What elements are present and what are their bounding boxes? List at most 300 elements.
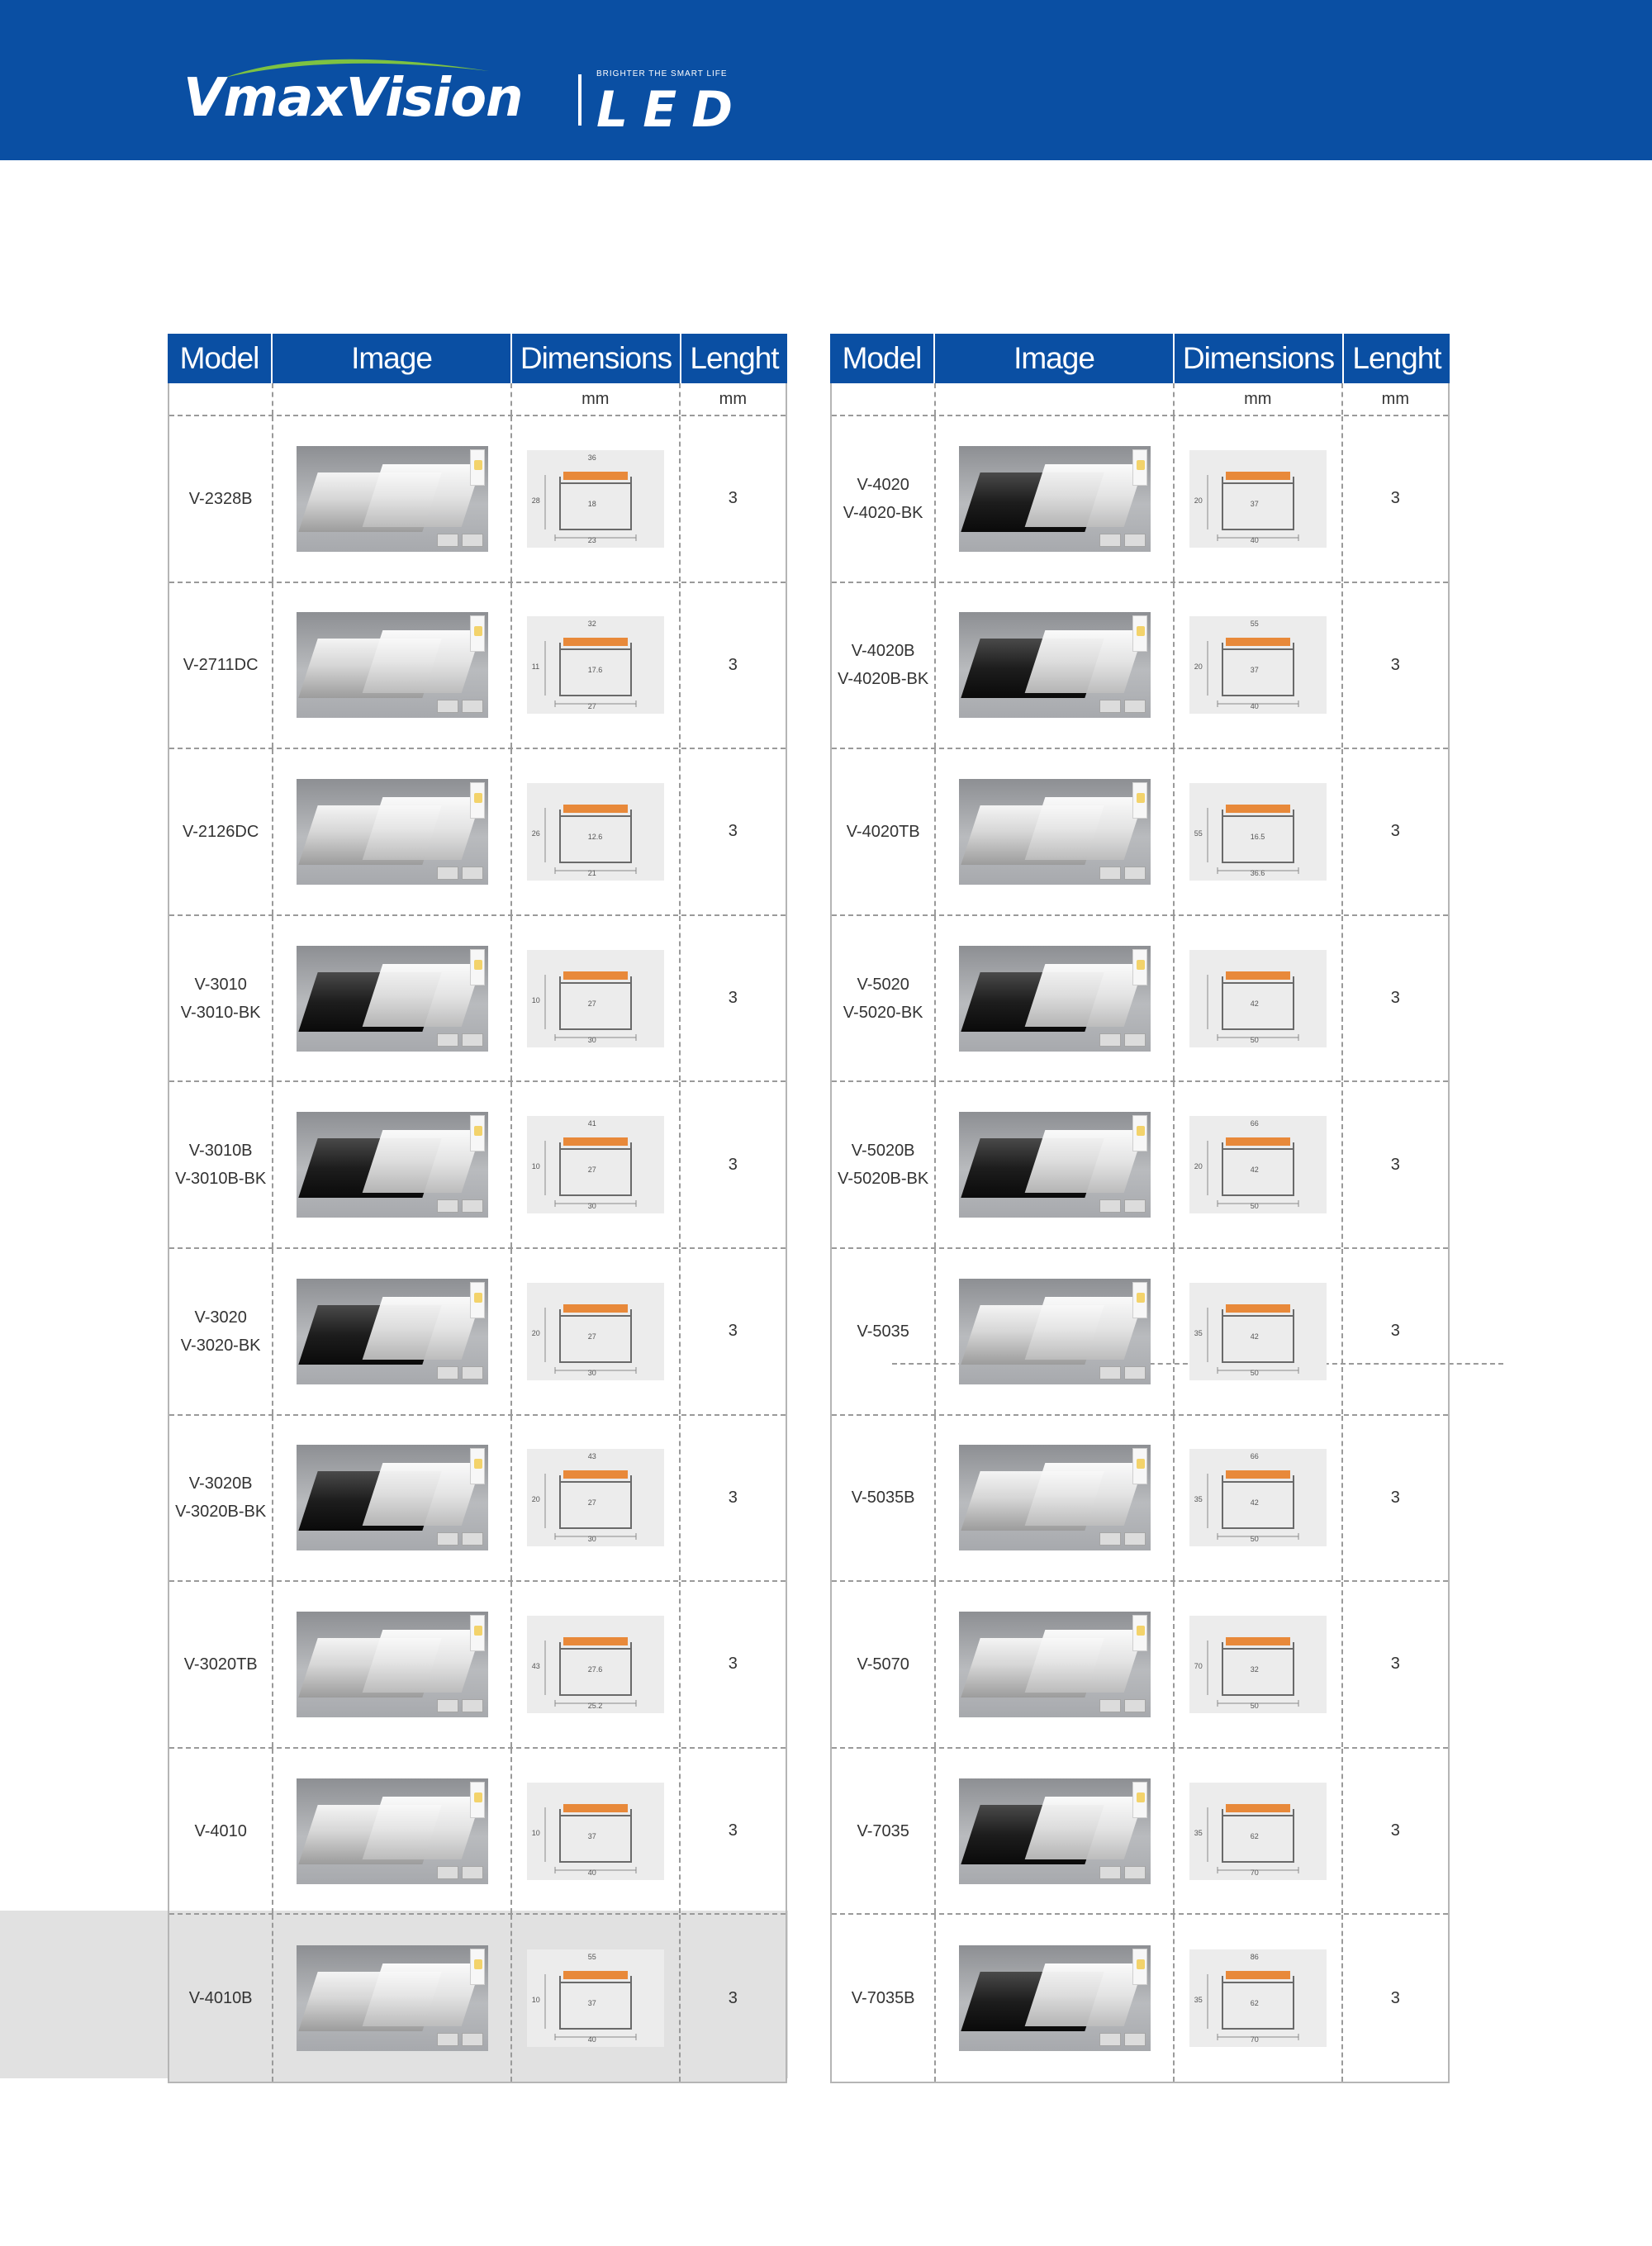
image-cell (936, 1915, 1174, 2082)
accessory-icon (1099, 1532, 1121, 1546)
profile-diffuser (362, 464, 482, 527)
dimension-value: 86 (1250, 1953, 1259, 1962)
dimensions-cell (1175, 1582, 1343, 1747)
catalog-table-right (830, 334, 1450, 2083)
accessory-icon (1124, 1699, 1146, 1712)
dimension-drawing[interactable] (527, 1283, 664, 1380)
length-value: 3 (728, 1821, 738, 1840)
profile-outline-drawing (1189, 1116, 1327, 1213)
length-cell (681, 749, 786, 914)
dimensions-cell (1175, 1082, 1343, 1247)
dimension-value: 36.6 (1250, 868, 1265, 877)
model-cell (832, 1082, 936, 1247)
table-row[interactable] (832, 916, 1448, 1083)
product-photo[interactable] (297, 612, 488, 718)
dimension-lines (545, 475, 636, 541)
dimension-lines (1208, 975, 1298, 1041)
product-photo[interactable] (959, 1612, 1151, 1717)
dimension-value: 28 (531, 496, 540, 505)
dimension-lines (545, 641, 636, 707)
model-cell (169, 1416, 273, 1581)
model-name: V-5020 V-5020-BK (843, 975, 923, 1022)
product-photo[interactable] (959, 612, 1151, 718)
model-cell (832, 1749, 936, 1914)
dimension-value: 27 (587, 1332, 596, 1341)
dimension-value: 42 (1250, 1332, 1259, 1341)
diffuser-mark (1226, 1137, 1290, 1146)
accessory-icon (462, 2033, 483, 2046)
diffuser-mark (1226, 1637, 1290, 1645)
dimension-value: 42 (1250, 999, 1259, 1008)
led-strip-icon (1132, 782, 1147, 819)
table-row[interactable] (832, 1582, 1448, 1749)
profile-outline-drawing (527, 1449, 664, 1546)
dimension-value: 27.6 (587, 1664, 603, 1674)
profile-diffuser (362, 1797, 482, 1859)
length-value: 3 (1390, 1155, 1400, 1174)
profile-outline-drawing (527, 616, 664, 714)
accessory-icon (437, 534, 458, 547)
header-length: Lenght (1352, 341, 1441, 375)
unit-model-empty (169, 383, 273, 415)
diffuser-mark (1226, 1470, 1290, 1479)
length-value: 3 (728, 1655, 738, 1674)
profile-outline-drawing (1189, 1616, 1327, 1713)
profile-diffuser (362, 1297, 482, 1360)
led-strip-icon (1132, 1615, 1147, 1651)
dimension-drawing[interactable] (527, 616, 664, 714)
image-cell (273, 1249, 511, 1414)
image-cell (936, 583, 1174, 748)
profile-diffuser (362, 797, 482, 860)
product-photo[interactable] (297, 1945, 488, 2051)
accessory-icon (437, 2033, 458, 2046)
dimension-drawing[interactable] (1189, 616, 1327, 714)
led-strip-icon (1132, 615, 1147, 652)
accessory-icon (437, 1033, 458, 1047)
length-cell (681, 1582, 786, 1747)
product-photo[interactable] (297, 446, 488, 552)
product-photo[interactable] (959, 1112, 1151, 1218)
header-image: Image (273, 334, 512, 383)
length-value: 3 (728, 1488, 738, 1507)
dimension-value: 35 (1194, 1495, 1203, 1504)
dimension-drawing[interactable] (1189, 450, 1327, 548)
length-cell (1343, 749, 1448, 914)
profile-outline-drawing (527, 1783, 664, 1880)
length-value: 3 (1390, 822, 1400, 841)
image-cell (273, 1582, 511, 1747)
product-photo[interactable] (959, 446, 1151, 552)
table-row[interactable] (169, 916, 786, 1083)
dimension-value: 35 (1194, 1828, 1203, 1837)
dimension-value: 37 (587, 1831, 596, 1840)
model-name: V-5035 (857, 1322, 909, 1341)
dimension-lines (545, 1807, 636, 1873)
product-photo[interactable] (959, 1279, 1151, 1384)
length-value: 3 (728, 1155, 738, 1174)
length-cell (1343, 1582, 1448, 1747)
profile-outline-drawing (1189, 1449, 1327, 1546)
product-photo[interactable] (297, 1778, 488, 1884)
dimension-value: 40 (587, 2035, 596, 2044)
accessory-icon (1099, 867, 1121, 880)
dimensions-cell (512, 1582, 681, 1747)
dimension-drawing[interactable] (1189, 950, 1327, 1047)
accessory-icon (462, 1699, 483, 1712)
model-name: V-3020B V-3020B-BK (175, 1474, 267, 1522)
dimensions-cell (512, 583, 681, 748)
accessory-icon (462, 1366, 483, 1379)
catalog-table-left (168, 334, 787, 2083)
page-header (0, 0, 1652, 160)
dimensions-cell (512, 1749, 681, 1914)
dimension-drawing[interactable] (1189, 1616, 1327, 1713)
dimension-value: 32 (587, 620, 596, 629)
dimension-value: 27 (587, 702, 596, 711)
diffuser-mark (1226, 472, 1290, 480)
model-cell (832, 416, 936, 582)
length-cell (681, 1249, 786, 1414)
length-value: 3 (1390, 1821, 1400, 1840)
image-cell (273, 1416, 511, 1581)
dimension-drawing[interactable] (527, 1116, 664, 1213)
model-name: V-4020B V-4020B-BK (838, 642, 929, 689)
dimension-lines (1208, 1141, 1298, 1207)
accessory-icon (1099, 2033, 1121, 2046)
dimension-value: 16.5 (1250, 832, 1265, 841)
accessory-icon (462, 534, 483, 547)
image-cell (936, 1249, 1174, 1414)
led-strip-icon (470, 1282, 485, 1318)
dimension-value: 30 (587, 1535, 596, 1544)
model-name: V-5020B V-5020B-BK (838, 1142, 929, 1189)
diffuser-mark (563, 1971, 628, 1979)
accessory-icon (462, 1532, 483, 1546)
dimension-value: 11 (531, 662, 540, 672)
header-model: Model (168, 334, 273, 383)
table-row[interactable] (169, 1915, 786, 2082)
led-strip-icon (1132, 1282, 1147, 1318)
diffuser-mark (563, 1804, 628, 1812)
dimension-lines (1208, 1474, 1298, 1540)
product-photo[interactable] (959, 1778, 1151, 1884)
table-body (168, 383, 787, 2083)
table-row[interactable] (169, 1582, 786, 1749)
dimension-drawing[interactable] (527, 1783, 664, 1880)
product-photo[interactable] (297, 1279, 488, 1384)
header-dimensions: Dimensions (512, 334, 681, 383)
model-cell (832, 583, 936, 748)
accessory-icon (1099, 1699, 1121, 1712)
dimension-lines (545, 808, 636, 874)
accessory-icon (462, 700, 483, 713)
table-row[interactable] (169, 749, 786, 916)
model-name: V-4010 (194, 1821, 247, 1840)
accessory-icon (1099, 1199, 1121, 1213)
profile-diffuser (1024, 1963, 1144, 2026)
accessory-icon (1124, 1532, 1146, 1546)
table-row[interactable] (832, 1249, 1448, 1416)
length-value: 3 (1390, 989, 1400, 1008)
image-cell (936, 1416, 1174, 1581)
image-cell (936, 1749, 1174, 1914)
profile-diffuser (362, 1963, 482, 2026)
table-row[interactable] (832, 583, 1448, 750)
dimensions-cell (512, 1915, 681, 2082)
dimensions-cell (512, 1416, 681, 1581)
dimension-value: 37 (1250, 499, 1259, 508)
model-name: V-3010 V-3010-BK (180, 975, 261, 1022)
led-strip-icon (1132, 1949, 1147, 1985)
accessory-icon (1124, 2033, 1146, 2046)
dimensions-cell (1175, 583, 1343, 748)
product-photo[interactable] (959, 1445, 1151, 1550)
table-row[interactable] (832, 1082, 1448, 1249)
dimension-value: 43 (587, 1452, 596, 1461)
accessory-icon (1124, 867, 1146, 880)
dimension-drawing[interactable] (527, 1449, 664, 1546)
diffuser-mark (1226, 1971, 1290, 1979)
table-row[interactable] (832, 1749, 1448, 1916)
diffuser-mark (563, 1637, 628, 1645)
led-strip-icon (470, 949, 485, 985)
dimension-value: 40 (1250, 702, 1259, 711)
model-cell (832, 1582, 936, 1747)
dimension-value: 30 (587, 1202, 596, 1211)
unit-dimensions: mm (1175, 383, 1343, 415)
led-strip-icon (1132, 1115, 1147, 1151)
model-cell (169, 583, 273, 748)
dimension-value: 12.6 (587, 832, 603, 841)
dimension-value: 55 (587, 1953, 596, 1962)
product-photo[interactable] (297, 779, 488, 885)
dimensions-cell (512, 749, 681, 914)
model-name: V-7035 (857, 1821, 909, 1840)
profile-diffuser (1024, 1797, 1144, 1859)
model-cell (169, 416, 273, 582)
accessory-icon (1099, 700, 1121, 713)
dimension-value: 17.6 (587, 666, 603, 675)
model-cell (832, 1416, 936, 1581)
led-strip-icon (1132, 1448, 1147, 1484)
diffuser-mark (1226, 805, 1290, 813)
profile-outline-drawing (527, 1616, 664, 1713)
image-cell (936, 916, 1174, 1081)
dimension-value: 41 (587, 1119, 596, 1128)
unit-image-empty (273, 383, 511, 415)
table-row[interactable] (169, 1082, 786, 1249)
table-row[interactable] (169, 1416, 786, 1583)
model-name: V-4020TB (846, 822, 920, 841)
product-photo[interactable] (297, 1112, 488, 1218)
diffuser-mark (563, 971, 628, 980)
dimension-value: 27 (587, 1498, 596, 1508)
table-row[interactable] (169, 416, 786, 583)
model-cell (169, 1582, 273, 1747)
dimension-lines (545, 1141, 636, 1207)
dimension-value: 32 (1250, 1664, 1259, 1674)
length-cell (681, 1082, 786, 1247)
diffuser-mark (1226, 971, 1290, 980)
accessory-icon (1124, 700, 1146, 713)
brand-logo[interactable] (183, 50, 762, 140)
model-name: V-4020 V-4020-BK (843, 475, 923, 522)
profile-diffuser (362, 1130, 482, 1193)
dimensions-cell (1175, 1749, 1343, 1914)
dimension-value: 50 (1250, 1202, 1259, 1211)
led-strip-icon (1132, 949, 1147, 985)
accessory-icon (1124, 1366, 1146, 1379)
dimension-value: 18 (587, 499, 596, 508)
dimension-drawing[interactable] (527, 950, 664, 1047)
accessory-icon (1124, 1199, 1146, 1213)
accessory-icon (462, 867, 483, 880)
logo-divider (578, 74, 582, 126)
dimension-drawing[interactable] (1189, 1783, 1327, 1880)
image-cell (273, 1915, 511, 2082)
table-row[interactable] (832, 1915, 1448, 2082)
length-value: 3 (1390, 1655, 1400, 1674)
accessory-icon (462, 1199, 483, 1213)
dimensions-cell (512, 416, 681, 582)
model-name: V-5035B (851, 1489, 915, 1508)
product-photo[interactable] (959, 1945, 1151, 2051)
image-cell (936, 1582, 1174, 1747)
table-row[interactable] (169, 1749, 786, 1916)
image-cell (273, 749, 511, 914)
header-dimensions: Dimensions (1175, 334, 1344, 383)
product-photo[interactable] (297, 1612, 488, 1717)
image-cell (273, 416, 511, 582)
dimension-value: 37 (587, 1999, 596, 2008)
dimension-value: 21 (587, 868, 596, 877)
profile-diffuser (1024, 797, 1144, 860)
unit-dimensions: mm (512, 383, 681, 415)
dimension-drawing[interactable] (527, 450, 664, 548)
model-cell (169, 916, 273, 1081)
dimension-value: 62 (1250, 1831, 1259, 1840)
dimension-value: 66 (1250, 1452, 1259, 1461)
table-row[interactable] (832, 416, 1448, 583)
table-header (168, 334, 787, 383)
dimension-value: 27 (587, 1166, 596, 1175)
dimension-value: 70 (1194, 1661, 1203, 1670)
length-value: 3 (1390, 489, 1400, 508)
profile-outline-drawing (1189, 1283, 1327, 1380)
dimension-drawing[interactable] (1189, 1116, 1327, 1213)
dimension-drawing[interactable] (1189, 1283, 1327, 1380)
accessory-icon (1099, 1366, 1121, 1379)
model-cell (169, 1249, 273, 1414)
led-strip-icon (470, 1448, 485, 1484)
profile-diffuser (1024, 964, 1144, 1027)
dimension-drawing[interactable] (527, 1616, 664, 1713)
dimension-value: 55 (1250, 620, 1259, 629)
dimension-drawing[interactable] (1189, 1449, 1327, 1546)
length-cell (1343, 1249, 1448, 1414)
dimension-lines (1208, 1974, 1298, 2040)
dimension-value: 27 (587, 999, 596, 1008)
dimensions-cell (512, 916, 681, 1081)
length-value: 3 (728, 655, 738, 674)
table-row[interactable] (832, 749, 1448, 916)
dimensions-cell (1175, 1249, 1343, 1414)
profile-outline-drawing (1189, 450, 1327, 548)
diffuser-mark (563, 1304, 628, 1313)
length-value: 3 (728, 489, 738, 508)
dimension-lines (545, 1474, 636, 1540)
dimension-value: 55 (1194, 829, 1203, 838)
accessory-icon (437, 700, 458, 713)
length-cell (681, 916, 786, 1081)
table-row[interactable] (169, 1249, 786, 1416)
product-photo[interactable] (297, 946, 488, 1052)
dimension-drawing[interactable] (527, 783, 664, 881)
dimension-value: 66 (1250, 1119, 1259, 1128)
dimension-value: 20 (1194, 1162, 1203, 1171)
image-cell (273, 1749, 511, 1914)
profile-diffuser (1024, 464, 1144, 527)
model-cell (169, 1082, 273, 1247)
table-row[interactable] (832, 1416, 1448, 1583)
image-cell (273, 1082, 511, 1247)
brand-name: VmaxVision (183, 68, 523, 129)
profile-outline-drawing (1189, 1949, 1327, 2047)
dimension-value: 62 (1250, 1999, 1259, 2008)
dimension-drawing[interactable] (1189, 783, 1327, 881)
dimension-lines (545, 975, 636, 1041)
dimension-value: 26 (531, 829, 540, 838)
dimension-value: 70 (1250, 1868, 1259, 1877)
product-photo[interactable] (959, 946, 1151, 1052)
brand-led: LED (596, 81, 748, 139)
dimension-value: 43 (531, 1661, 540, 1670)
model-name: V-5070 (857, 1655, 909, 1674)
image-cell (936, 1082, 1174, 1247)
length-cell (1343, 416, 1448, 582)
dimension-value: 20 (531, 1328, 540, 1337)
dimension-drawing[interactable] (527, 1949, 664, 2047)
profile-outline-drawing (1189, 950, 1327, 1047)
product-photo[interactable] (959, 779, 1151, 885)
dimension-lines (1208, 1807, 1298, 1873)
accessory-icon (1124, 1033, 1146, 1047)
dimension-drawing[interactable] (1189, 1949, 1327, 2047)
table-row[interactable] (169, 583, 786, 750)
accessory-icon (437, 1699, 458, 1712)
led-strip-icon (1132, 449, 1147, 486)
unit-row (832, 383, 1448, 416)
image-cell (936, 749, 1174, 914)
dimension-value: 50 (1250, 1035, 1259, 1044)
led-strip-icon (470, 1115, 485, 1151)
product-photo[interactable] (297, 1445, 488, 1550)
unit-model-empty (832, 383, 936, 415)
length-value: 3 (728, 1322, 738, 1341)
brand-tagline: BRIGHTER THE SMART LIFE (596, 69, 728, 78)
diffuser-mark (1226, 638, 1290, 646)
dimension-value: 42 (1250, 1166, 1259, 1175)
dimensions-cell (1175, 1416, 1343, 1581)
profile-outline-drawing (1189, 783, 1327, 881)
model-cell (832, 1915, 936, 2082)
accessory-icon (1099, 534, 1121, 547)
dimensions-cell (1175, 749, 1343, 914)
profile-outline-drawing (527, 1949, 664, 2047)
image-cell (273, 916, 511, 1081)
profile-diffuser (1024, 1297, 1144, 1360)
